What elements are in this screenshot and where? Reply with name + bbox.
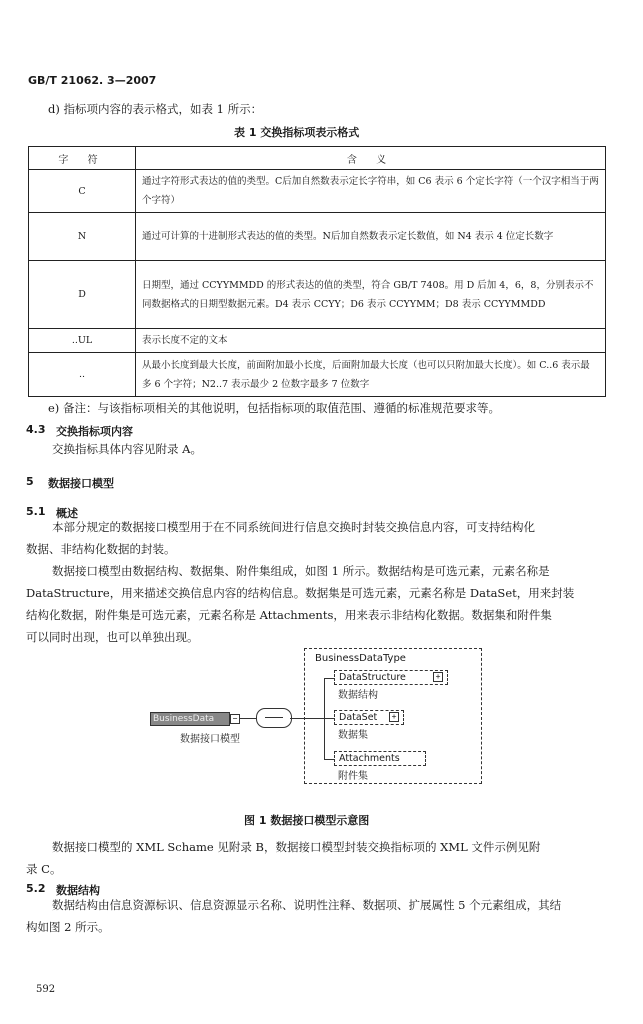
header-meaning: 含 义	[136, 147, 606, 170]
after-figure-line: 录 C。	[26, 862, 62, 876]
symbol-cell: ..UL	[29, 329, 136, 353]
expand-icon: −	[230, 714, 240, 724]
meaning-cell: 日期型，通过 CCYYMMDD 的形式表达的值的类型，符合 GB/T 7408。用 D 后加 4，6，8，分别表示不同数据格式的日期型数据元素。D4 表示 CCYY；D6 表示 CCYYMM；D8 表示 CCYYMMDD	[136, 261, 606, 329]
symbol-cell: D	[29, 261, 136, 329]
item-e: e) 备注：与该指标项相关的其他说明，包括指标项的取值范围、遵循的标准规范要求等。	[48, 401, 500, 415]
expand-icon: +	[389, 712, 399, 722]
table-header-row	[29, 147, 606, 170]
connector-line	[324, 678, 325, 760]
section-4-3-text: 交换指标具体内容见附录 A。	[52, 442, 202, 456]
section-5-number: 5	[26, 475, 34, 488]
para-5-1-line: 可以同时出现，也可以单独出现。	[26, 630, 199, 644]
data-structure-label: 数据结构	[338, 690, 378, 701]
attachments-label: 附件集	[338, 771, 368, 782]
section-4-3-number: 4.3	[26, 423, 46, 436]
section-5-2-title: 数据结构	[56, 884, 100, 897]
after-figure-line: 数据接口模型的 XML Schame 见附录 B，数据接口模型封装交换指标项的 XML 文件示例见附	[52, 840, 541, 854]
meaning-cell: 通过可计算的十进制形式表达的值的类型。N后加自然数表示定长数值，如 N4 表示 4 位定长数字	[136, 213, 606, 261]
para-5-1-line: 数据、非结构化数据的封装。	[26, 542, 176, 556]
attachments-element: Attachments	[334, 751, 426, 766]
table-row	[29, 213, 606, 261]
document-header: GB/T 21062. 3—2007	[28, 74, 157, 87]
figure-caption: 图 1 数据接口模型示意图	[244, 814, 370, 827]
root-element-label: 数据接口模型	[180, 734, 240, 745]
para-5-2-line: 数据结构由信息资源标识、信息资源显示名称、说明性注释、数据项、扩展属性 5 个元素组成，其结	[52, 898, 562, 912]
table-caption: 表 1 交换指标项表示格式	[234, 126, 360, 139]
interface-model-diagram	[146, 648, 486, 788]
meaning-cell: 通过字符形式表达的值的类型。C后加自然数表示定长字符串，如 C6 表示 6 个定长字符（一个汉字相当于两个字符）	[136, 170, 606, 213]
symbol-cell: ..	[29, 353, 136, 397]
root-element-box: BusinessData	[150, 712, 230, 726]
symbol-cell: N	[29, 213, 136, 261]
meaning-cell: 表示长度不定的文本	[136, 329, 606, 353]
section-4-3-title: 交换指标项内容	[56, 425, 133, 438]
page-number: 592	[36, 984, 56, 995]
para-5-2-line: 构如图 2 所示。	[26, 920, 110, 934]
table-row	[29, 353, 606, 397]
connector-line	[324, 718, 334, 719]
data-structure-element: DataStructure	[334, 670, 448, 685]
connector-line	[240, 718, 256, 719]
para-5-1-line: 结构化数据，附件集是可选元素，元素名称是 Attachments，用来表示非结构化数据。数据集和附件集	[26, 608, 552, 622]
type-name-label: BusinessDataType	[315, 653, 406, 664]
data-set-label: 数据集	[338, 730, 368, 741]
item-d: d) 指标项内容的表示格式，如表 1 所示：	[48, 102, 263, 116]
section-5-1-number: 5.1	[26, 505, 46, 518]
connector-line	[290, 718, 324, 719]
header-symbol: 字 符	[29, 147, 136, 170]
table-row	[29, 329, 606, 353]
section-5-title: 数据接口模型	[48, 477, 114, 490]
meaning-cell: 从最小长度到最大长度，前面附加最小长度，后面附加最大长度（也可以只附加最大长度）。如 C..6 表示最多 6 个字符；N2..7 表示最少 2 位数字最多 7 位数字	[136, 353, 606, 397]
para-5-1-line: 数据接口模型由数据结构、数据集、附件集组成，如图 1 所示。数据结构是可选元素，元素名称是	[52, 564, 550, 578]
format-table	[28, 146, 606, 397]
section-5-2-number: 5.2	[26, 882, 46, 895]
sequence-icon	[256, 708, 292, 728]
data-set-element: DataSet	[334, 710, 404, 725]
connector-line	[324, 759, 334, 760]
para-5-1-line: 本部分规定的数据接口模型用于在不同系统间进行信息交换时封装交换信息内容，可支持结构化	[52, 520, 535, 534]
table-row	[29, 261, 606, 329]
table-row	[29, 170, 606, 213]
para-5-1-line: DataStructure，用来描述交换信息内容的结构信息。数据集是可选元素，元素名称是 DataSet，用来封装	[26, 586, 575, 600]
symbol-cell: C	[29, 170, 136, 213]
section-5-1-title: 概述	[56, 507, 78, 520]
expand-icon: +	[433, 672, 443, 682]
connector-line	[324, 678, 334, 679]
